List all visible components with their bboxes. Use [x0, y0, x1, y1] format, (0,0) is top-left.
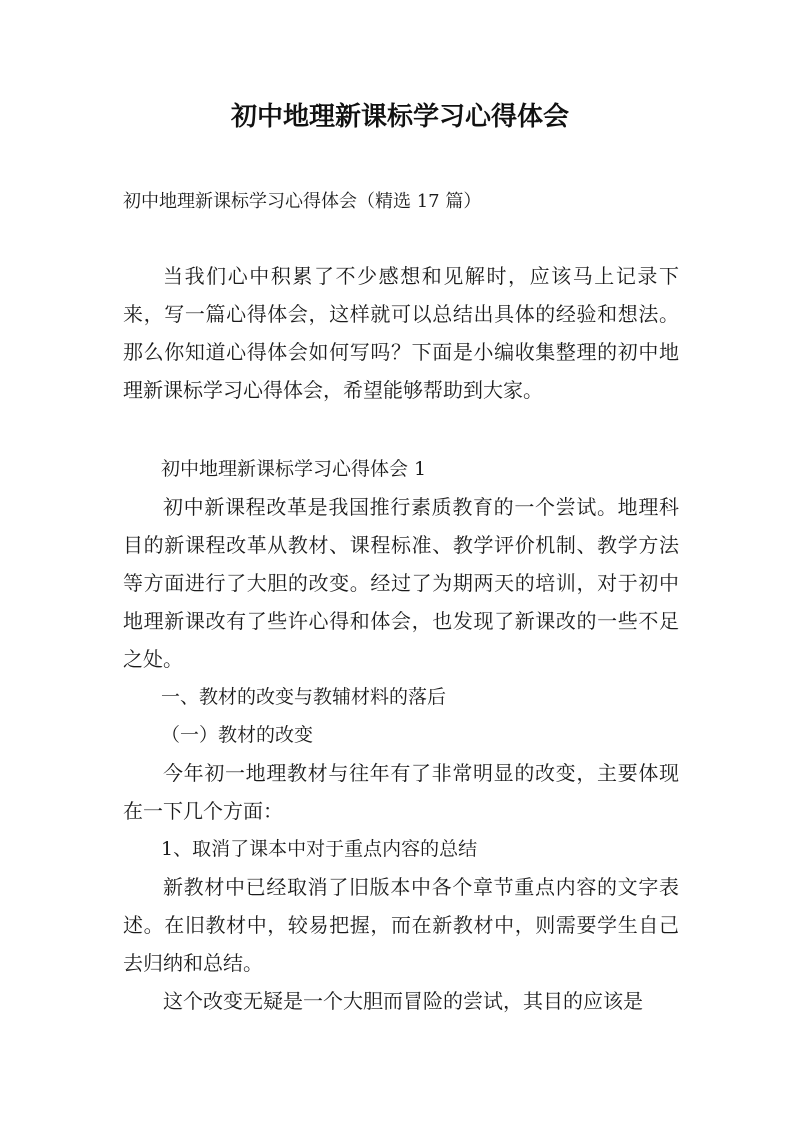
subsection-1-heading: （一）教材的改变 [161, 724, 314, 746]
section-1-paragraph-4: 这个改变无疑是一个大胆而冒险的尝试，其目的应该是 [163, 989, 643, 1013]
part-1-heading: 一、教材的改变与教辅材料的落后 [161, 686, 447, 708]
section-1-paragraph-3: 新教材中已经取消了旧版本中各个章节重点内容的文字表述。在旧教材中，较易把握，而在新教材中，则需要学生自己去归纳和总结。 [123, 875, 679, 975]
document-subtitle: 初中地理新课标学习心得体会（精选 17 篇） [123, 191, 482, 212]
intro-paragraph: 当我们心中积累了不少感想和见解时，应该马上记录下来，写一篇心得体会，这样就可以总结出具体的经验和想法。那么你知道心得体会如何写吗？下面是小编收集整理的初中地理新课标学习心得体会，希望能够帮助到大家。 [123, 264, 679, 402]
intro-block [123, 257, 679, 409]
section-1 [123, 450, 679, 1020]
section-1-heading: 初中地理新课标学习心得体会 1 [161, 458, 427, 480]
document-title: 初中地理新课标学习心得体会 [230, 102, 569, 132]
point-1-heading: 1、取消了课本中对于重点内容的总结 [161, 838, 478, 860]
section-1-paragraph-2: 今年初一地理教材与往年有了非常明显的改变，主要体现在一下几个方面： [123, 761, 679, 823]
section-1-paragraph-1: 初中新课程改革是我国推行素质教育的一个尝试。地理科目的新课程改革从教材、课程标准、教学评价机制、教学方法等方面进行了大胆的改变。经过了为期两天的培训，对于初中地理新课改有了些许心得和体会，也发现了新课改的一些不足之处。 [123, 495, 679, 671]
